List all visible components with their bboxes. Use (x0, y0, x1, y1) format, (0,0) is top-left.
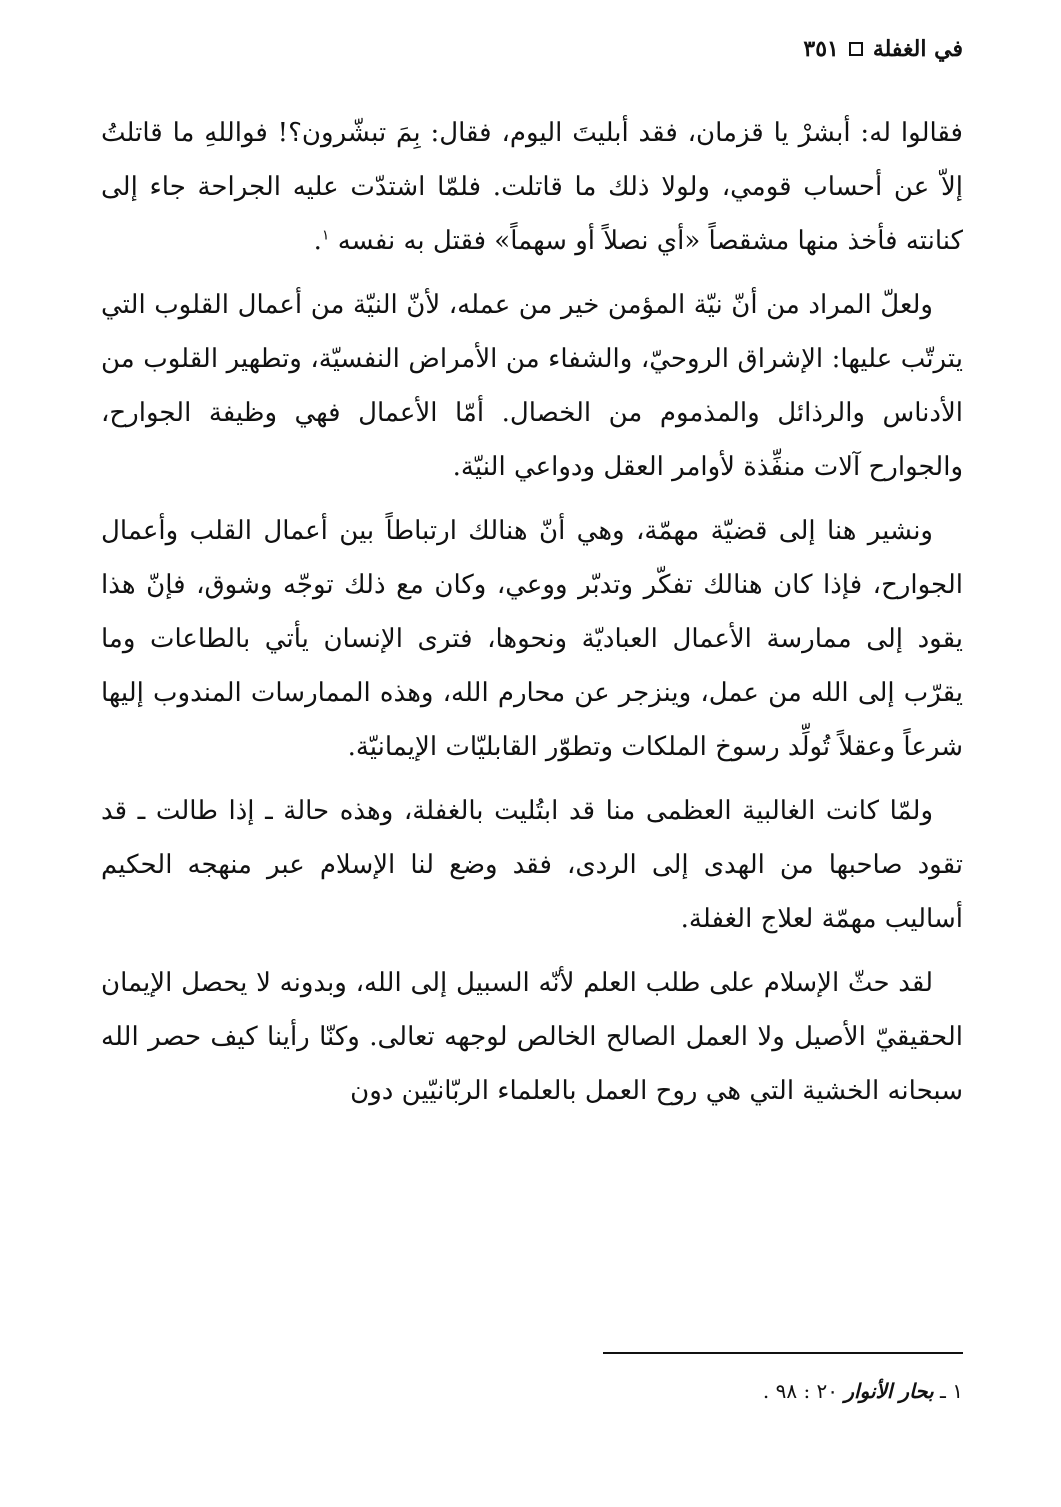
paragraph-1 (101, 106, 963, 268)
paragraph-4: ولمّا كانت الغالبية العظمى منا قد ابتُليت بالغفلة، وهذه حالة ـ إذا طالت ـ قد تقود صاحبها من الهدى إلى الردى، فقد وضع لنا الإسلام عبر منهجه الحكيم أساليب مهمّة لعلاج الغفلة. (101, 796, 963, 934)
running-header (803, 38, 963, 60)
paragraph-3: ونشير هنا إلى قضيّة مهمّة، وهي أنّ هنالك ارتباطاً بين أعمال القلب وأعمال الجوارح، فإذا كان هنالك تفكّر وتدبّر ووعي، وكان مع ذلك توجّه وشوق، فإنّ هذا يقود إلى ممارسة الأعمال العباديّة ونحوها، فترى الإنسان يأتي بالطاعات وما يقرّب إلى الله من عمل، وينزجر عن محارم الله، وهذه الممارسات المندوب إليها شرعاً وعقلاً تُولِّد رسوخ الملكات وتطوّر القابليّات الإيمانيّة. (101, 516, 963, 762)
footnote-number: ١ ـ (940, 1379, 963, 1403)
footnote-book-title: بحار الأنوار (844, 1379, 934, 1403)
page-number: ٣٥١ (803, 36, 839, 62)
footnote-reference-pages: ٢٠ : ٩٨ . (762, 1379, 839, 1403)
footnote-divider (603, 1352, 963, 1354)
chapter-title: في الغفلة (872, 36, 963, 62)
paragraph-2: ولعلّ المراد من أنّ نيّة المؤمن خير من عمله، لأنّ النيّة من أعمال القلوب التي يترتّب عليها: الإشراق الروحيّ، والشفاء من الأمراض النفسيّة، وتطهير القلوب من الأدناس والرذائل والمذموم من الخصال. أمّا الأعمال فهي وظيفة الجوارح، والجوارح آلات منفِّذة لأوامر العقل ودواعي النيّة. (101, 290, 963, 482)
paragraph-1-end: . (313, 226, 322, 256)
body-text (101, 106, 963, 1128)
paragraph-5: لقد حثّ الإسلام على طلب العلم لأنّه السبيل إلى الله، وبدونه لا يحصل الإيمان الحقيقيّ الأصيل ولا العمل الصالح الخالص لوجهه تعالى. وكنّا رأينا كيف حصر الله سبحانه الخشية التي هي روح العمل بالعلماء الربّانيّين دون (101, 968, 963, 1106)
footnote (763, 1378, 963, 1404)
footnote-reference[interactable]: ١ (321, 227, 330, 244)
square-separator-icon (849, 42, 863, 56)
paragraph-1-text: فقالوا له: أبشرْ يا قزمان، فقد أبليتَ اليوم، فقال: بِمَ تبشّرون؟! فواللهِ ما قاتلتُ إلاّ عن أحساب قومي، ولولا ذلك ما قاتلت. فلمّا اشتدّت عليه الجراحة جاء إلى كنانته فأخذ منها مشقصاً «أي نصلاً أو سهماً» فقتل به نفسه (101, 118, 963, 256)
